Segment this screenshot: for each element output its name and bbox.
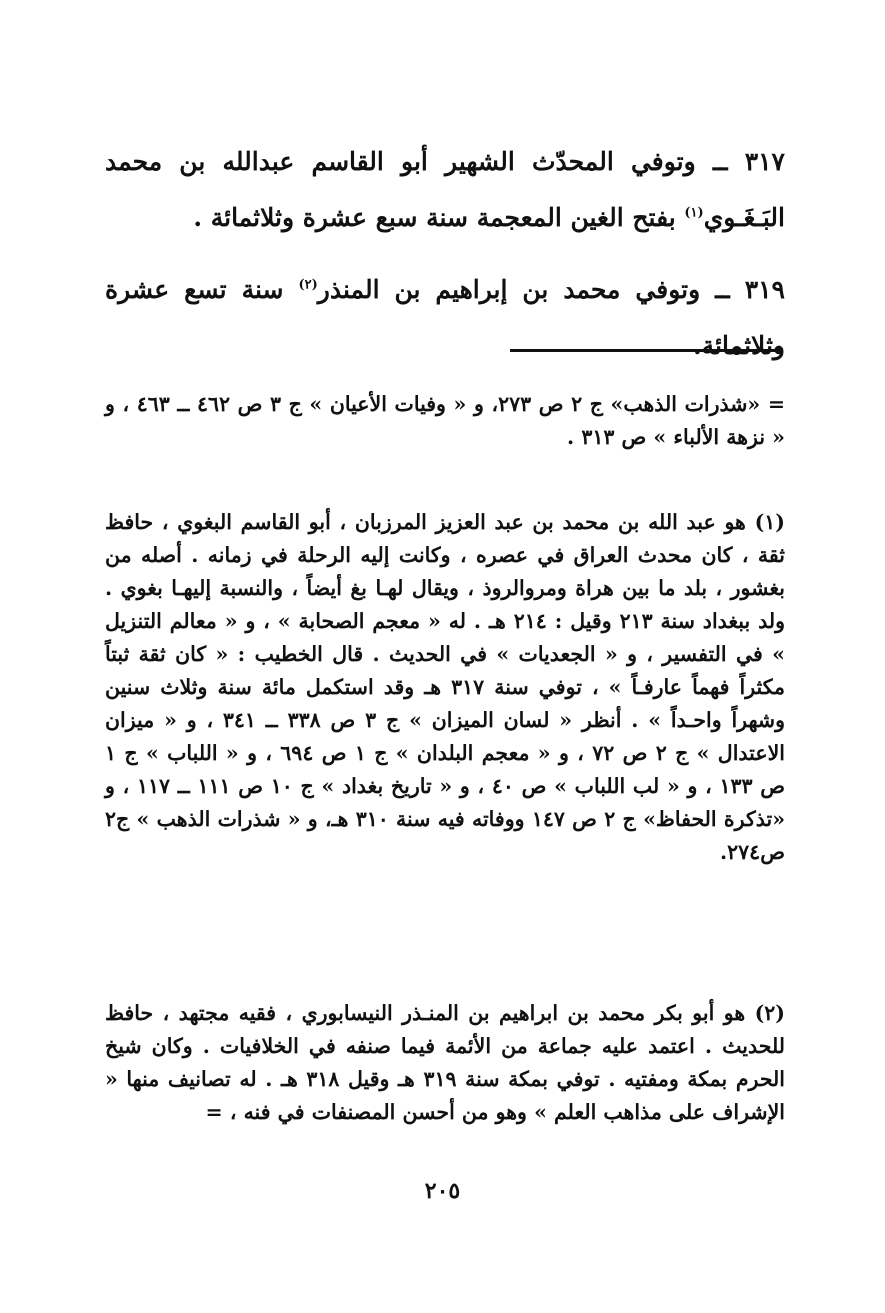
footnote-marker-2: (٢) [298,277,318,293]
entry-319-continuation: سنة تسع عشرة وثلاثمائة. [105,275,785,360]
page-number: ٢٠٥ [424,1178,461,1204]
footnote-1: (١) هو عبد الله بن محمد بن عبد العزيز المرزبان ، أبو القاسم البغوي ، حافظ ثقة ، كان محدث العراق في عصره ، وكانت إليه الرحلة في زمانه . أصله من بغشور ، بلد ما بين هراة ومروالروذ ، ويقال لهـا بغ أيضاً ، والنسبة إليهـا بغوي . ولد ببغداد سنة ٢١٣ وقيل : ٢١٤ هـ . له « معجم الصحابة » ، و « معالم التنزيل » في التفسير ، و « الجعديات » في الحديث . قال الخطيب : « كان ثقة ثبتاً مكثراً فهماً عارفـاً » ، توفي سنة ٣١٧ هـ وقد استكمل مائة سنة وثلاث سنين وشهراً واحـداً » . أنظر « لسان الميزان » ج ٣ ص ٣٣٨ ــ ٣٤١ ، و « ميزان الاعتدال » ج ٢ ص ٧٢ ، و « معجم البلدان » ج ١ ص ٦٩٤ ، و « اللباب » ج ١ ص ١٣٣ ، و « لب اللباب » ص ٤٠ ، و « تاريخ بغداد » ج ١٠ ص ١١١ ــ ١١٧ ، و «تذكرة الحفاظ» ج ٢ ص ١٤٧ ووفاته فيه سنة ٣١٠ هـ، و « شذرات الذهب » ج٢ ص٢٧٤. [105,510,786,864]
footnote-2: (٢) هو أبو بكر محمد بن ابراهيم بن المنـذر النيسابوري ، فقيه مجتهد ، حافظ للحديث . اعتمد عليه جماعة من الأئمة فيما صنفه في الخلافيات . وكان شيخ الحرم بمكة ومفتيه . توفي بمكة سنة ٣١٩ هـ وقيل ٣١٨ هـ . له تصانيف منها « الإشراف على مذاهب العلم » وهو من أحسن المصنفات في فنه ، = [105,1001,786,1124]
entry-317-continuation: بفتح الغين المعجمة سنة سبع عشرة وثلاثمائة . [193,203,676,232]
footnote-marker-1: (١) [684,205,704,221]
entry-317 [105,134,785,246]
footnote-continuation: = «شذرات الذهب» ج ٢ ص ٢٧٣، و « وفيات الأعيان » ج ٣ ص ٤٦٢ ــ ٤٦٣ ، و « نزهة الألباء » ص ٣١٣ . [105,392,786,449]
footnote-separator [510,349,782,352]
entry-319-text: ٣١٩ ــ وتوفي محمد بن إبراهيم بن المنذر [317,275,785,304]
entry-317-text: ٣١٧ ــ وتوفي المحدّث الشهير أبو القاسم عبدالله بن محمد البَـغَـوي [105,147,785,232]
entry-319 [105,262,785,374]
